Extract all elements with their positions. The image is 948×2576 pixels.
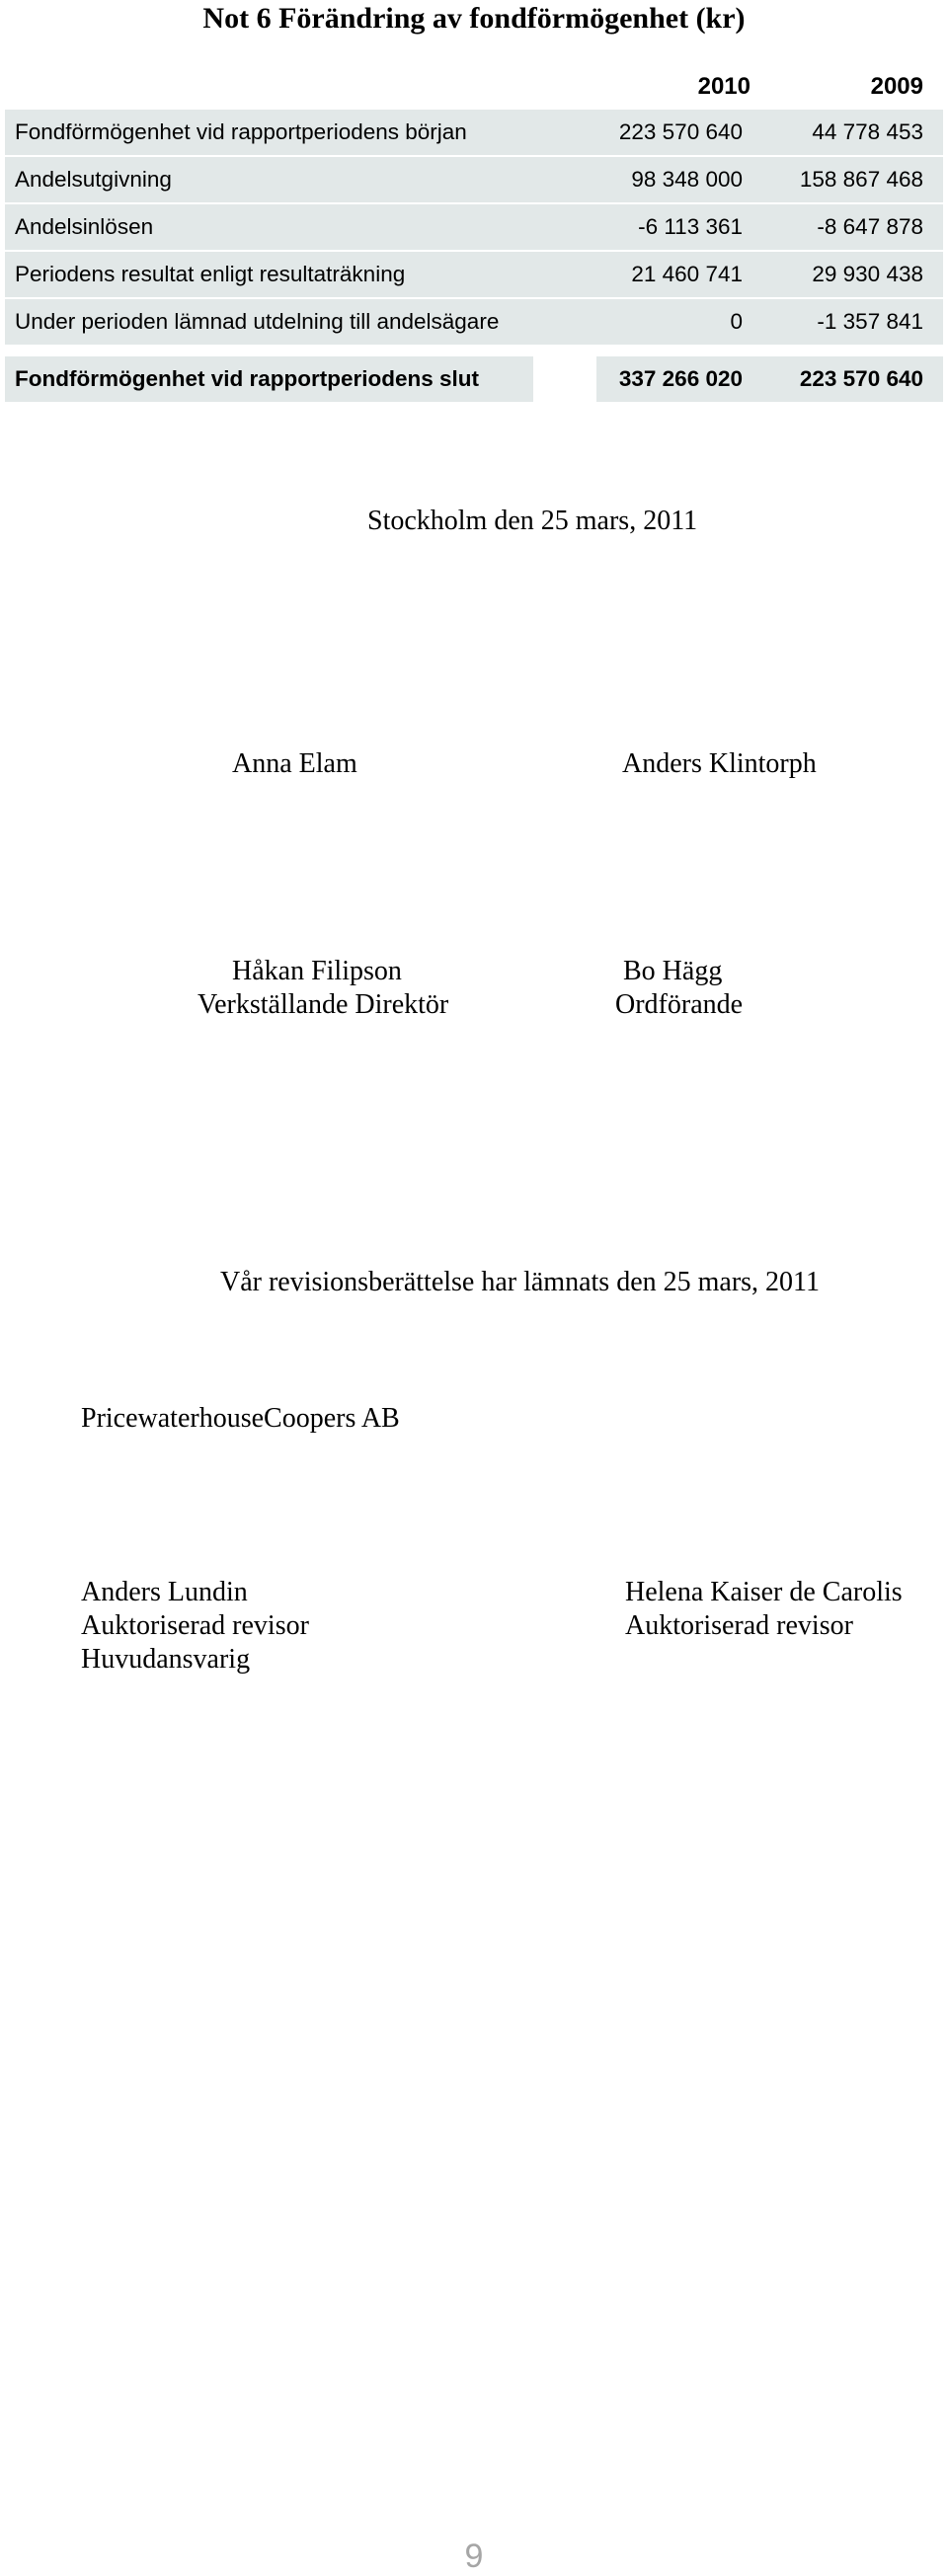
total-label: Fondförmögenhet vid rapportperiodens slut bbox=[5, 356, 533, 402]
value-2009: 158 867 468 bbox=[760, 157, 943, 202]
table-row bbox=[0, 203, 948, 251]
column-header-2010: 2010 bbox=[697, 73, 750, 100]
total-value-2009: 223 570 640 bbox=[760, 356, 943, 402]
value-2010: 98 348 000 bbox=[533, 157, 760, 202]
signatory-name: Anders Klintorph bbox=[622, 748, 817, 779]
place-date: Stockholm den 25 mars, 2011 bbox=[367, 506, 698, 536]
auditor-name: Anders Lundin bbox=[81, 1577, 248, 1607]
table-total-row bbox=[0, 355, 948, 403]
signatory-name: Bo Hägg bbox=[623, 956, 723, 986]
row-label: Fondförmögenhet vid rapportperiodens början bbox=[5, 110, 533, 155]
audit-firm: PricewaterhouseCoopers AB bbox=[81, 1403, 400, 1434]
column-header-2009: 2009 bbox=[870, 73, 923, 100]
value-2010: 223 570 640 bbox=[533, 110, 760, 155]
signatory-name: Anna Elam bbox=[232, 748, 357, 779]
auditor-role: Auktoriserad revisor bbox=[81, 1610, 309, 1641]
auditor-extra: Huvudansvarig bbox=[81, 1644, 251, 1675]
value-2009: 44 778 453 bbox=[760, 110, 943, 155]
table-row bbox=[0, 109, 948, 156]
row-label: Under perioden lämnad utdelning till andelsägare bbox=[5, 299, 533, 345]
row-label: Periodens resultat enligt resultaträkning bbox=[5, 252, 533, 297]
auditor-role: Auktoriserad revisor bbox=[625, 1610, 853, 1641]
page-number: 9 bbox=[464, 2537, 484, 2575]
value-2010: 0 bbox=[533, 299, 760, 345]
value-2010: 21 460 741 bbox=[533, 252, 760, 297]
table-row bbox=[0, 298, 948, 346]
table-row bbox=[0, 156, 948, 203]
signatory-name: Håkan Filipson bbox=[232, 956, 402, 986]
row-label: Andelsinlösen bbox=[5, 204, 533, 250]
value-2010: -6 113 361 bbox=[533, 204, 760, 250]
total-value-2010: 337 266 020 bbox=[596, 356, 760, 402]
cell-gap bbox=[533, 356, 596, 402]
value-2009: -8 647 878 bbox=[760, 204, 943, 250]
audit-statement: Vår revisionsberättelse har lämnats den 25 mars, 2011 bbox=[220, 1267, 821, 1297]
value-2009: -1 357 841 bbox=[760, 299, 943, 345]
signatory-role: Ordförande bbox=[615, 989, 744, 1020]
auditor-name: Helena Kaiser de Carolis bbox=[625, 1577, 903, 1607]
signatory-role: Verkställande Direktör bbox=[198, 989, 449, 1020]
row-label: Andelsutgivning bbox=[5, 157, 533, 202]
value-2009: 29 930 438 bbox=[760, 252, 943, 297]
table-row bbox=[0, 251, 948, 298]
note-title: Not 6 Förändring av fondförmögenhet (kr) bbox=[202, 2, 746, 35]
